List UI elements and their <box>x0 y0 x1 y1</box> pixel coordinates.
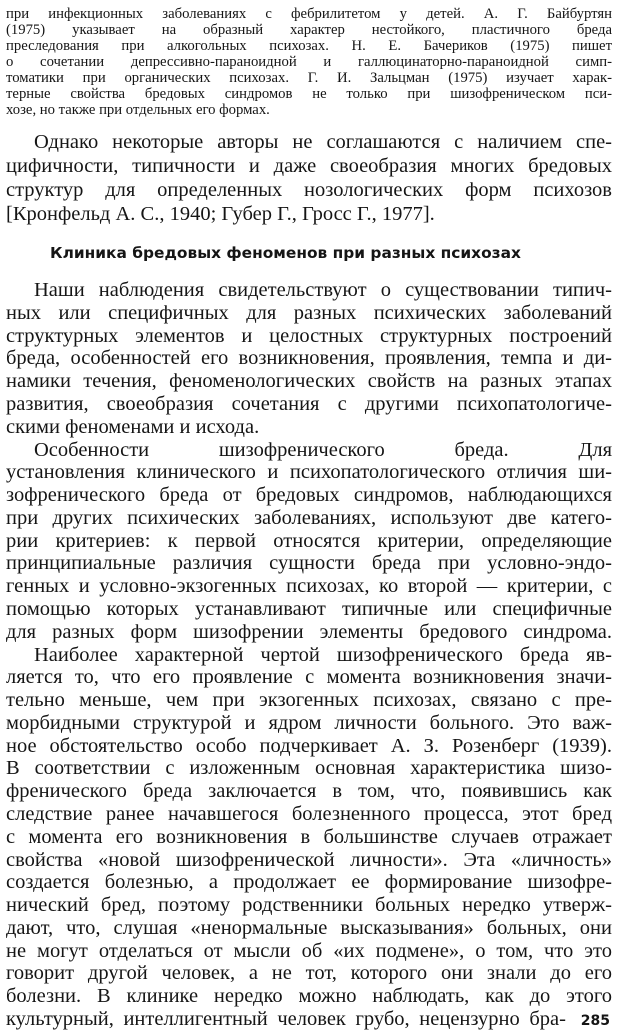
text-line: следствие ранее начавшегося болезненного процесса, этот бред <box>6 803 612 825</box>
text-line: с момента его возникновения в большинстве случаев отражает <box>6 825 612 848</box>
text-line: зофренического бреда от бредовых синдромов, наблюдающихся <box>6 484 612 506</box>
text-line: хозе, но также при отдельных его формах. <box>6 102 270 118</box>
text-line: Наши наблюдения свидетельствуют о существовании типич- <box>34 279 612 301</box>
text-line: создается болезнью, а продолжает ее формирование шизофре- <box>6 871 612 894</box>
text-line: морбидными структурой и ядром личности больного. Это важ- <box>6 711 612 734</box>
text-line: для разных форм шизофрении элементы бредового синдрома. <box>6 620 612 643</box>
page-number: 285 <box>580 1013 610 1029</box>
text-line: Наиболее характерной чертой шизофренического бреда яв- <box>34 643 612 666</box>
text-line: тельно меньше, чем при экзогенных психозах, связано с пре- <box>6 689 612 712</box>
text-line: дают, что, слушая «ненормальные высказывания» больных, они <box>6 916 612 939</box>
text-line: говорит другой человек, а не тот, которого они знали до его <box>6 962 612 985</box>
text-line: ляется то, что его проявление с момента возникновения значи- <box>6 666 612 689</box>
text-line: структур для определенных нозологических форм психозов <box>6 179 612 201</box>
text-line: установления клинического и психопатологического отличия ши- <box>6 461 612 484</box>
text-line: [Кронфельд А. С., 1940; Губер Г., Гросс Г., 1977]. <box>6 203 435 225</box>
text-line: развития, своеобразия сочетания с другими психопатологиче- <box>6 392 612 415</box>
text-line: структурных элементов и целостных структурных построений <box>6 324 612 347</box>
text-line: намики течения, феноменологических свойств на разных этапах <box>6 370 612 393</box>
text-line: помощью которых устанавливают типичные или специфичные <box>6 597 612 620</box>
text-line: нический бред, поэтому родственники больных нередко утверж- <box>6 894 612 917</box>
text-line: ных или специфичных для разных психических заболеваний <box>6 301 612 324</box>
text-line: культурный, интеллигентный человек грубо, нецензурно бра- <box>6 1008 566 1030</box>
text-line: Однако некоторые авторы не соглашаются с наличием спе- <box>34 131 612 153</box>
text-line: о сочетании депрессивно-параноидной и галлюцинаторно-параноидной симп- <box>6 54 612 70</box>
text-line: (1975) указывает на образный характер нестойкого, пластичного бреда <box>6 22 612 38</box>
text-line: томатики при органических психозах. Г. И. Зальцман (1975) изучает харак- <box>6 70 612 86</box>
text-line: рии критериев: к первой относятся критерии, определяющие <box>6 529 612 552</box>
text-line: ное обстоятельство особо подчеркивает А. З. Розенберг (1939). <box>6 734 612 757</box>
text-line: при других психических заболеваниях, используют две катего- <box>6 506 612 529</box>
text-line: бреда, особенностей его возникновения, проявления, темпа и ди- <box>6 347 612 370</box>
text-line: терные свойства бредовых синдромов не только при шизофреническом пси- <box>6 86 612 102</box>
text-line: френического бреда заключается в том, что, появившись как <box>6 780 612 803</box>
section-heading: Клиника бредовых феноменов при разных психозах <box>50 244 521 262</box>
text-line: свойства «новой шизофренической личности». Эта «личность» <box>6 848 612 871</box>
text-line: при инфекционных заболеваниях с фебрилитетом у детей. А. Г. Байбуртян <box>6 6 612 22</box>
text-line: В соответствии с изложенным основная характеристика шизо- <box>6 757 612 780</box>
text-line: принципиальные различия сущности бреда при условно-эндо- <box>6 552 612 575</box>
text-line: генных и условно-экзогенных психозах, ко второй — критерии, с <box>6 575 612 598</box>
text-line: преследования при алкогольных психозах. Н. Е. Бачериков (1975) пишет <box>6 38 612 54</box>
text-line: цифичности, типичности и даже своеобразия многих бредовых <box>6 155 612 177</box>
text-line: Особенности шизофренического бреда. Для <box>34 438 612 461</box>
text-line: скими феноменами и исхода. <box>6 415 260 438</box>
text-line: болезни. В клинике нередко можно наблюдать, как до этого <box>6 985 612 1008</box>
text-line: не могут отделаться от мысли об «их подмене», о том, что это <box>6 939 612 962</box>
